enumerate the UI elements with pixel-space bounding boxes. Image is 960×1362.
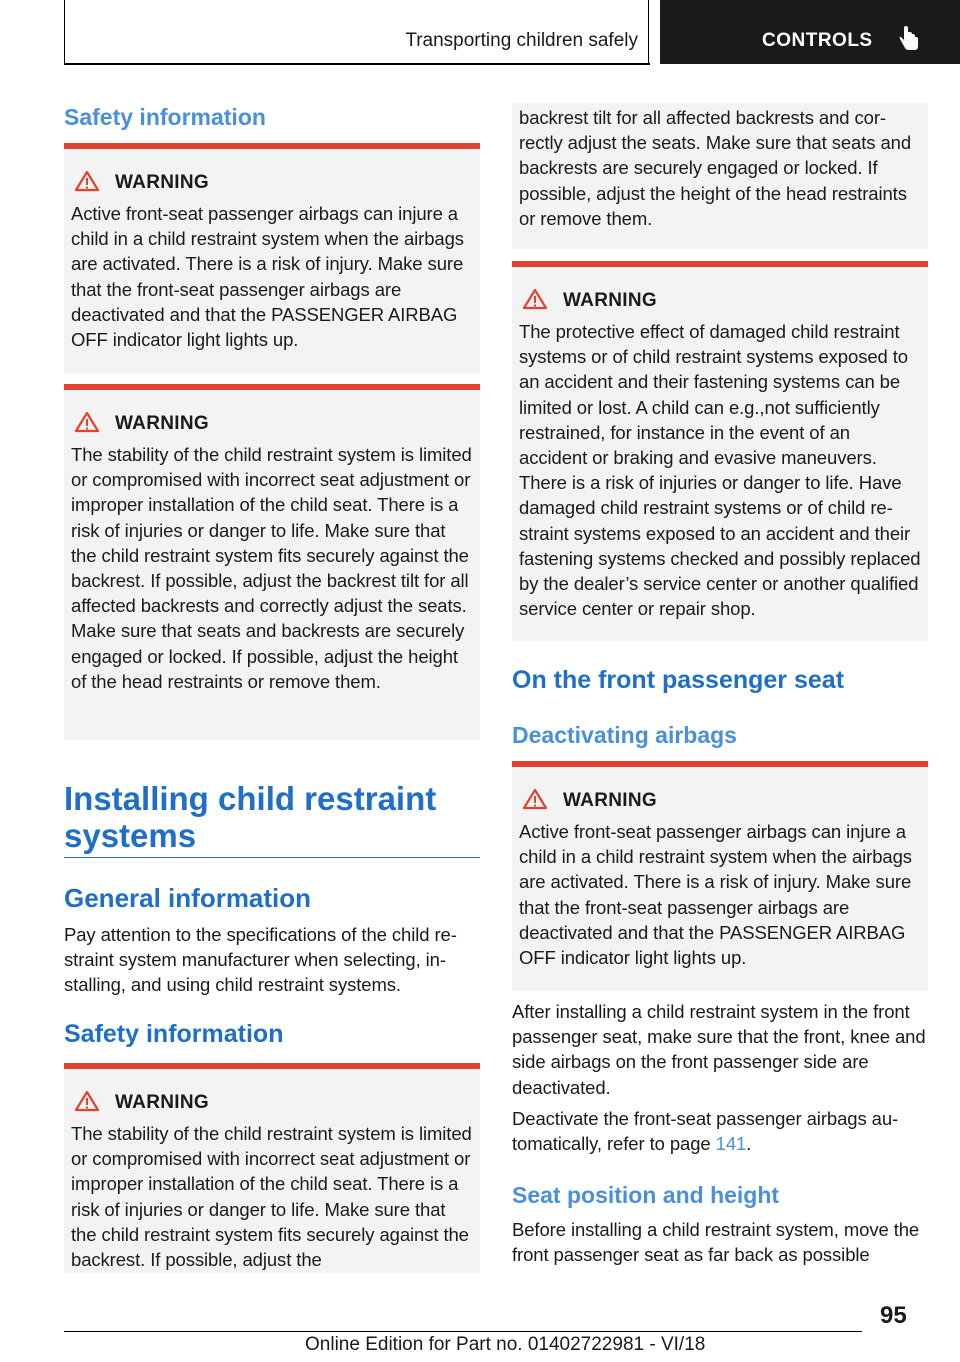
warning-triangle-icon [522,288,552,315]
deactivate-text [512,1106,928,1156]
deactivate-text-after: . [746,1133,752,1155]
hand-pointer-icon [898,26,920,57]
header-chapter-label: CONTROLS [762,30,873,51]
header-section-title: Transporting children safely [405,30,638,51]
warning-title: WARNING [115,1092,209,1113]
after-install-text: After installing a child restraint system in the front passenger seat, make sure that the front, knee and side airbags on the front passenger side are deactivated. [512,1001,926,1098]
warning-text: The stability of the child restraint system is limited or compromised with incorrect seat adjustment or improper installation of the child seat. There is a risk of injuries or danger to life. Make sure that the child restraint system fits securely against the backrest. If possible, adjust the [71,1123,472,1271]
safety-info-heading-2: Safety information [64,1020,284,1048]
warning-box-2 [64,384,480,740]
general-info-heading: General information [64,883,312,913]
warning-text: Active front-seat passenger airbags can injure a child in a child restraint system when the airbags are activated. There is a risk of injury. Make sure that the front-seat passenger airbags are deactivated and that the PASSENGER AIRBAG OFF indicator light lights up. [71,203,464,351]
header-left-rule [64,0,65,64]
safety-info-heading-1: Safety information [64,104,266,130]
warning-triangle-icon [74,1090,104,1117]
page-link[interactable]: 141 [715,1133,747,1155]
warning-text: The stability of the child restraint system is limited or compromised with incorrect seat adjustment or improper installation of the child seat. There is a risk of injuries or danger to life. Make sure that the child restraint system fits securely against the backrest. If possible, adjust the backrest tilt for all affected backrests and correctly adjust the seats. Make sure that seats and backrests are securely engaged or locked. If possible, adjust the height of the head restraints or remove them. [71,444,472,692]
warning-triangle-icon [74,411,104,438]
header-mid-rule [648,0,649,64]
warning-title: WARNING [115,172,209,193]
warning-text: The protective effect of damaged child restraint systems or of child restraint systems exposed to an accident and their fastening systems can be limited or lost. A child can e.g.,not sufficiently restrained, for instance in the event of an accident or braking and evasive maneuvers. There is a risk of injuries or danger to life. Have damaged child restraint systems or of child restraint systems exposed to an accident and their fastening systems checked and possibly replaced by the dealer’s service center or another qualified service center or repair shop. [519,321,921,620]
warning-box-continued [512,103,928,249]
warning-box-4 [512,261,928,641]
warning-text: Active front-seat passenger airbags can injure a child in a child restraint system when the airbags are activated. There is a risk of injury. Make sure that the front-seat passenger airbags are deactivated and that the PASSENGER AIRBAG OFF indicator light lights up. [519,821,912,969]
front-passenger-heading: On the front passenger seat [512,666,845,694]
deactivating-airbags-heading: Deactivating airbags [512,722,737,748]
footer-edition: Online Edition for Part no. 01402722981 - VI/18 [305,1334,706,1355]
seat-position-heading: Seat position and height [512,1182,780,1208]
deactivate-text-before: Deactivate the front-seat passenger airbags automatically, refer to page [512,1108,899,1155]
warning-title: WARNING [115,413,209,434]
installing-heading: Installing child restraint systems [64,780,437,854]
header-chapter-tab[interactable] [660,0,960,64]
warning-box-5 [512,761,928,991]
general-info-text: Pay attention to the specifications of the child restraint system manufacturer when selecting, installing, and using child restraint systems. [64,924,457,996]
page-number: 95 [880,1302,907,1329]
footer-rule [64,1331,862,1332]
warning-text: backrest tilt for all affected backrests and correctly adjust the seats. Make sure that seats and backrests are securely engaged or locked. If possible, adjust the height of the head restraints or remove them. [519,107,912,229]
warning-triangle-icon [522,788,552,815]
warning-title: WARNING [563,290,657,311]
warning-box-3 [64,1063,480,1273]
warning-title: WARNING [563,790,657,811]
warning-triangle-icon [74,170,104,197]
seat-position-text: Before installing a child restraint system, move the front passenger seat as far back as possible [512,1219,920,1266]
warning-box-1 [64,143,480,373]
heading-rule [64,857,480,858]
header-bottom-rule [64,63,650,65]
